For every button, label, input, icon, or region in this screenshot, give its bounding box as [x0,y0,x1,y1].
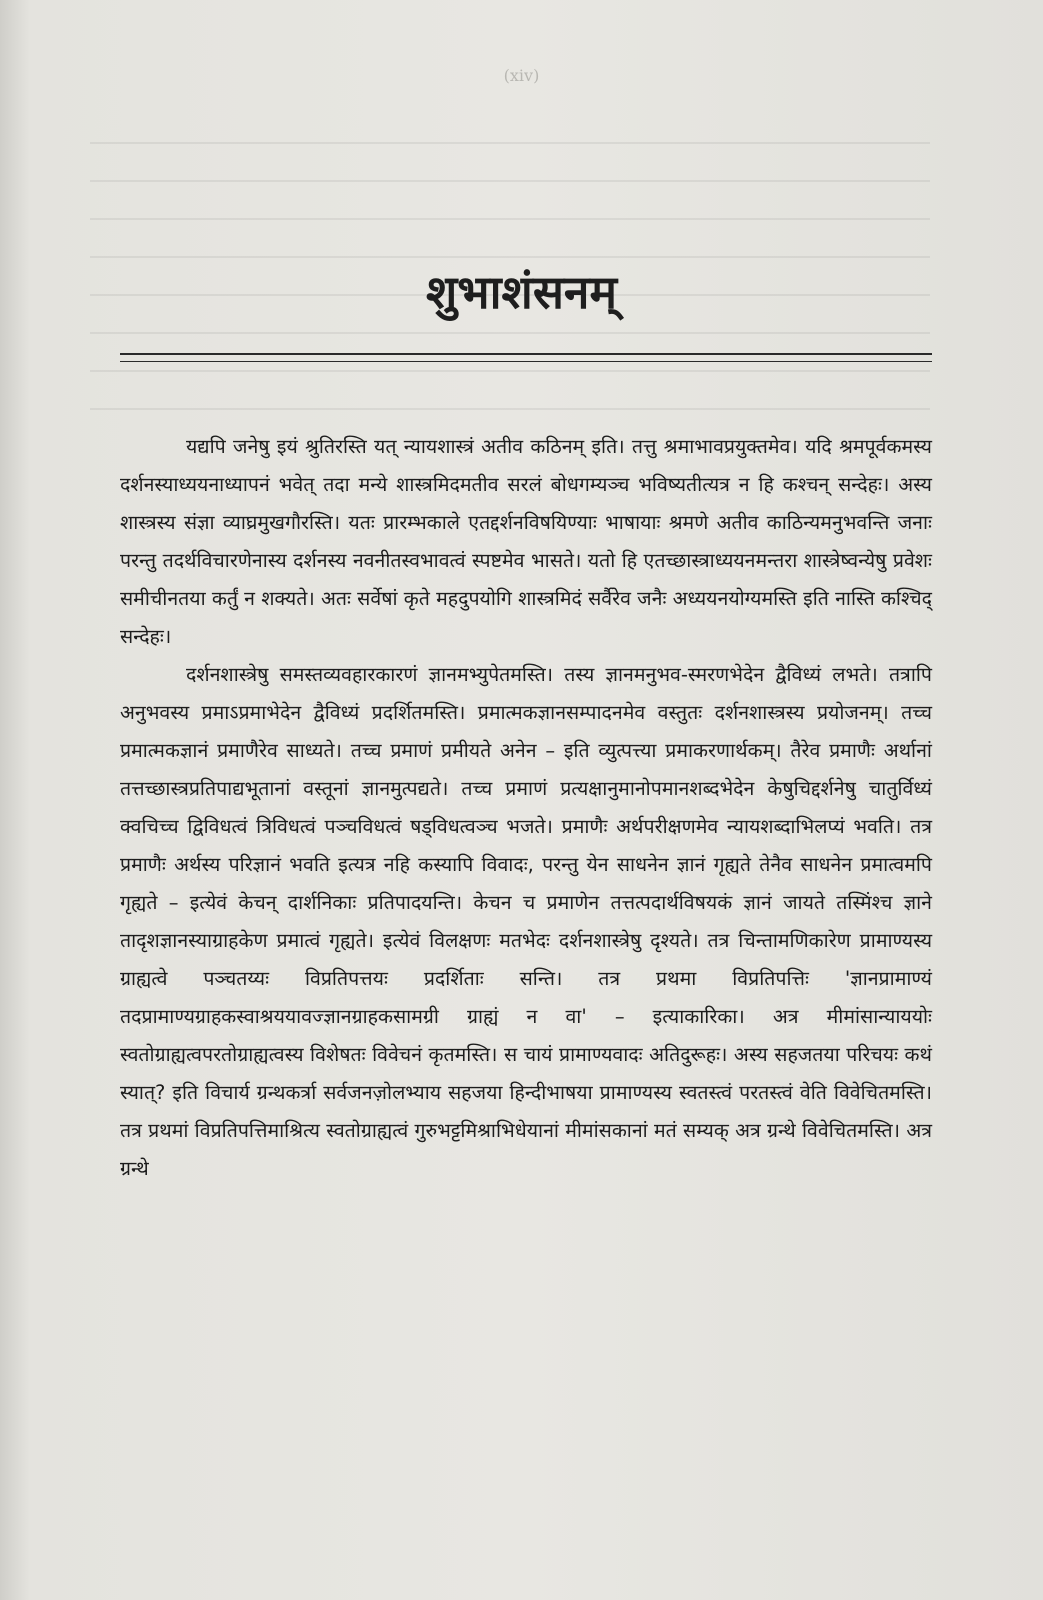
page-title: शुभाशंसनम् [426,265,617,319]
page-number: (xiv) [503,66,540,85]
paragraph-2: दर्शनशास्त्रेषु समस्तव्यवहारकारणं ज्ञानमभ्युपेतमस्ति। तस्य ज्ञानमनुभव-स्मरणभेदेन द्वैविध्यं लभते। तत्रापि अनुभवस्य प्रमाऽप्रमाभेदेन द्वैविध्यं प्रदर्शितमस्ति। प्रमात्मकज्ञानसम्पादनमेव वस्तुतः दर्शनशास्त्रस्य प्रयोजनम्। तच्च प्रमात्मकज्ञानं प्रमाणैरेव साध्यते। तच्च प्रमाणं प्रमीयते अनेन – इति व्युत्पत्त्या प्रमाकरणार्थकम्। तैरेव प्रमाणैः अर्थानां तत्तच्छास्त्रप्रतिपाद्यभूतानां वस्तूनां ज्ञानमुत्पद्यते। तच्च प्रमाणं प्रत्यक्षानुमानोपमानशब्दभेदेन केषुचिद्दर्शनेषु चातुर्विध्यं क्वचिच्च द्विविधत्वं त्रिविधत्वं पञ्चविधत्वं षड्विधत्वञ्च भजते। प्रमाणैः अर्थपरीक्षणमेव न्यायशब्दाभिलप्यं भवति। तत्र प्रमाणैः अर्थस्य परिज्ञानं भवति इत्यत्र नहि कस्यापि विवादः, परन्तु येन साधनेन ज्ञानं गृह्यते तेनैव साधनेन प्रमात्वमपि गृह्यते – इत्येवं केचन् दार्शनिकाः प्रतिपादयन्ति। केचन च प्रमाणेन तत्तत्पदार्थविषयकं ज्ञानं जायते तस्मिंश्च ज्ञाने तादृशज्ञानस्याग्राहकेण प्रमात्वं गृह्यते। इत्येवं विलक्षणः मतभेदः दर्शनशास्त्रेषु दृश्यते। तत्र चिन्तामणिकारेण प्रामाण्यस्य ग्राह्यत्वे पञ्चतय्यः विप्रतिपत्तयः प्रदर्शिताः सन्ति। तत्र प्रथमा विप्रतिपत्तिः 'ज्ञानप्रामाण्यं तदप्रामाण्यग्राहकस्वाश्रययावज्ज्ञानग्राहकसामग्री ग्राह्यं न वा' – इत्याकारिका। अत्र मीमांसान्याययोः स्वतोग्राह्यत्वपरतोग्राह्यत्वस्य विशेषतः विवेचनं कृतमस्ति। स चायं प्रामाण्यवादः अतिदुरूहः। अस्य सहजतया परिचयः कथं स्यात्? इति विचार्य ग्रन्थकर्त्रा सर्वजनज़ोलभ्याय सहजया हिन्दीभाषया प्रामाण्यस्य स्वतस्त्वं परतस्त्वं वेति विवेचितमस्ति। तत्र प्रथमां विप्रतिपत्तिमाश्रित्य स्वतोग्राह्यत्वं गुरुभट्टमिश्राभिधेयानां मीमांसकानां मतं सम्यक् अत्र ग्रन्थे विवेचितमस्ति। अत्र ग्रन्थे [120,663,932,1180]
body-text [120,428,932,1188]
title-rule-lower [120,361,932,362]
title-rule-upper [120,353,932,355]
paragraph-1: यद्यपि जनेषु इयं श्रुतिरस्ति यत् न्यायशास्त्रं अतीव कठिनम् इति। तत्तु श्रमाभावप्रयुक्तमेव। यदि श्रमपूर्वकमस्य दर्शनस्याध्ययनाध्यापनं भवेत् तदा मन्ये शास्त्रमिदमतीव सरलं बोधगम्यञ्च भविष्यतीत्यत्र न हि कश्चन् सन्देहः। अस्य शास्त्रस्य संज्ञा व्याघ्रमुखगौरस्ति। यतः प्रारम्भकाले एतद्दर्शनविषयिण्याः भाषायाः श्रमणे अतीव काठिन्यमनुभवन्ति जनाः परन्तु तदर्थविचारणेनास्य दर्शनस्य नवनीतस्वभावत्वं स्पष्टमेव भासते। यतो हि एतच्छास्त्राध्ययनमन्तरा शास्त्रेष्वन्येषु प्रवेशः समीचीनतया कर्तुं न शक्यते। अतः सर्वेषां कृते महदुपयोगि शास्त्रमिदं सर्वैरेव जनैः अध्ययनयोग्यमस्ति इति नास्ति कश्चिद् सन्देहः। [120,435,932,648]
